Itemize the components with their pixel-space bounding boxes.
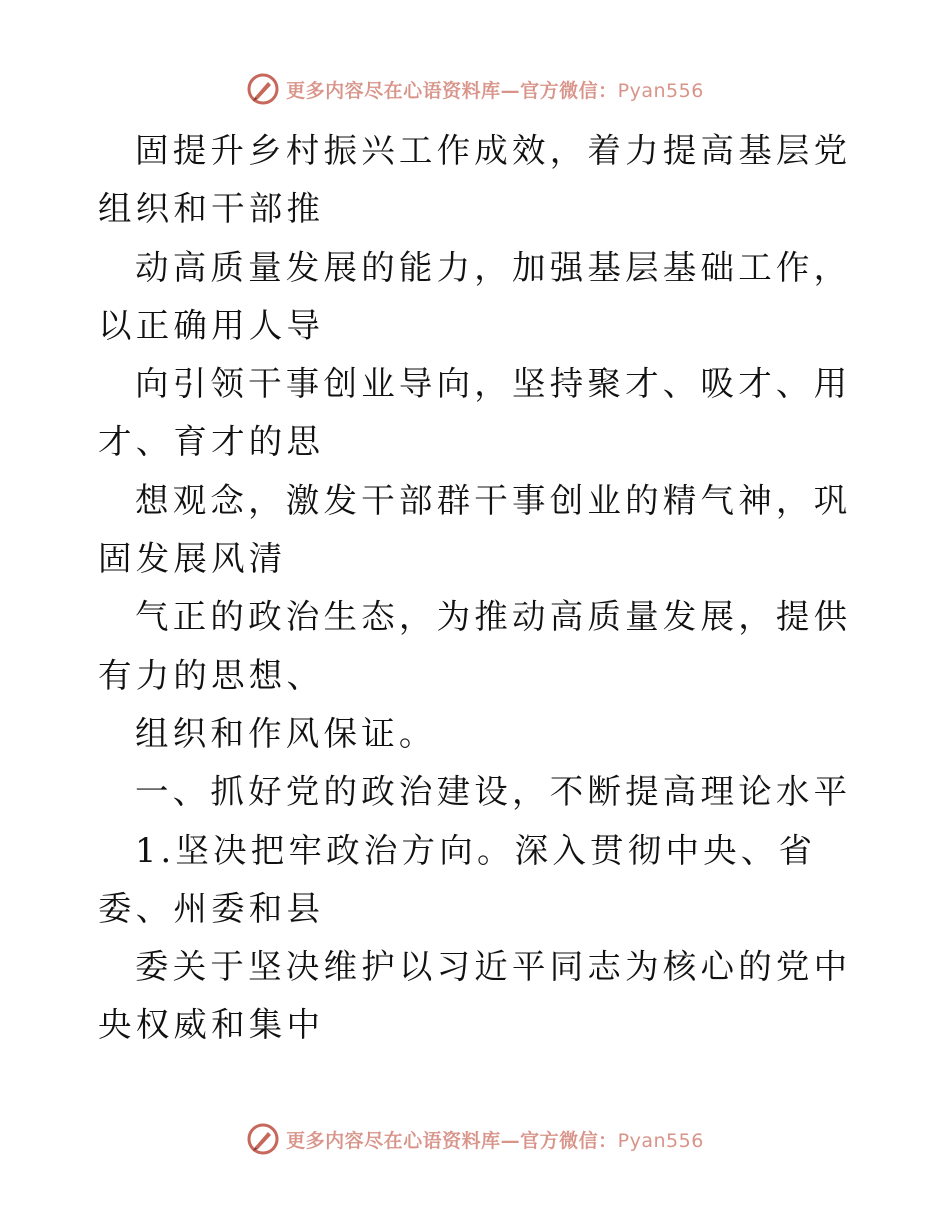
paragraph-8-line2: 威和集中 <box>173 1005 325 1045</box>
paragraph-2-line2: 确用人导 <box>173 305 325 345</box>
paragraph-7 <box>98 822 858 939</box>
paragraph-6 <box>98 705 858 763</box>
paragraph-2-line1: 动高质量发展的能力，加强基层基础工作，以正 <box>98 247 852 345</box>
paragraph-5-line2: 的思想、 <box>173 655 325 695</box>
section-heading-1-text: 一、抓好党的政治建设，不断提高理论水平 <box>135 772 852 812</box>
section-heading-1 <box>98 763 858 821</box>
header-watermark <box>0 72 950 106</box>
paragraph-2 <box>98 239 858 356</box>
paragraph-5-line1: 气正的政治生态，为推动高质量发展，提供有力 <box>98 597 852 695</box>
paragraph-3-line2: 育才的思 <box>173 422 325 462</box>
document-body <box>98 122 858 1055</box>
watermark-handle: Pyan556 <box>617 1129 704 1152</box>
paragraph-6-line1: 组织和作风保证。 <box>135 713 437 753</box>
watermark-text <box>286 1126 704 1153</box>
watermark-label: 更多内容尽在心语资料库—官方微信： <box>286 1129 618 1152</box>
paragraph-3-line1: 向引领干事创业导向，坚持聚才、吸才、用才、 <box>98 364 852 462</box>
paragraph-4-line2: 展风清 <box>173 539 287 579</box>
footer-watermark <box>0 1122 950 1156</box>
pen-logo-icon <box>246 72 280 106</box>
paragraph-1-line1: 固提升乡村振兴工作成效，着力提高基层党组织 <box>98 131 852 229</box>
pen-logo-icon <box>246 1122 280 1156</box>
paragraph-8-line1: 委关于坚决维护以习近平同志为核心的党中央权 <box>98 947 852 1045</box>
paragraph-1-line2: 和干部推 <box>173 189 325 229</box>
paragraph-7-line2: 委和县 <box>211 888 325 928</box>
paragraph-8 <box>98 938 858 1055</box>
paragraph-3 <box>98 355 858 472</box>
watermark-label: 更多内容尽在心语资料库—官方微信： <box>286 79 618 102</box>
watermark-handle: Pyan556 <box>617 79 704 102</box>
paragraph-7-line1: 1.坚决把牢政治方向。深入贯彻中央、省委、州 <box>98 830 817 928</box>
paragraph-4-line1: 想观念，激发干部群干事创业的精气神，巩固发 <box>98 480 852 579</box>
watermark-text <box>286 76 704 103</box>
paragraph-4 <box>98 472 858 589</box>
paragraph-5 <box>98 588 858 705</box>
paragraph-1 <box>98 122 858 239</box>
